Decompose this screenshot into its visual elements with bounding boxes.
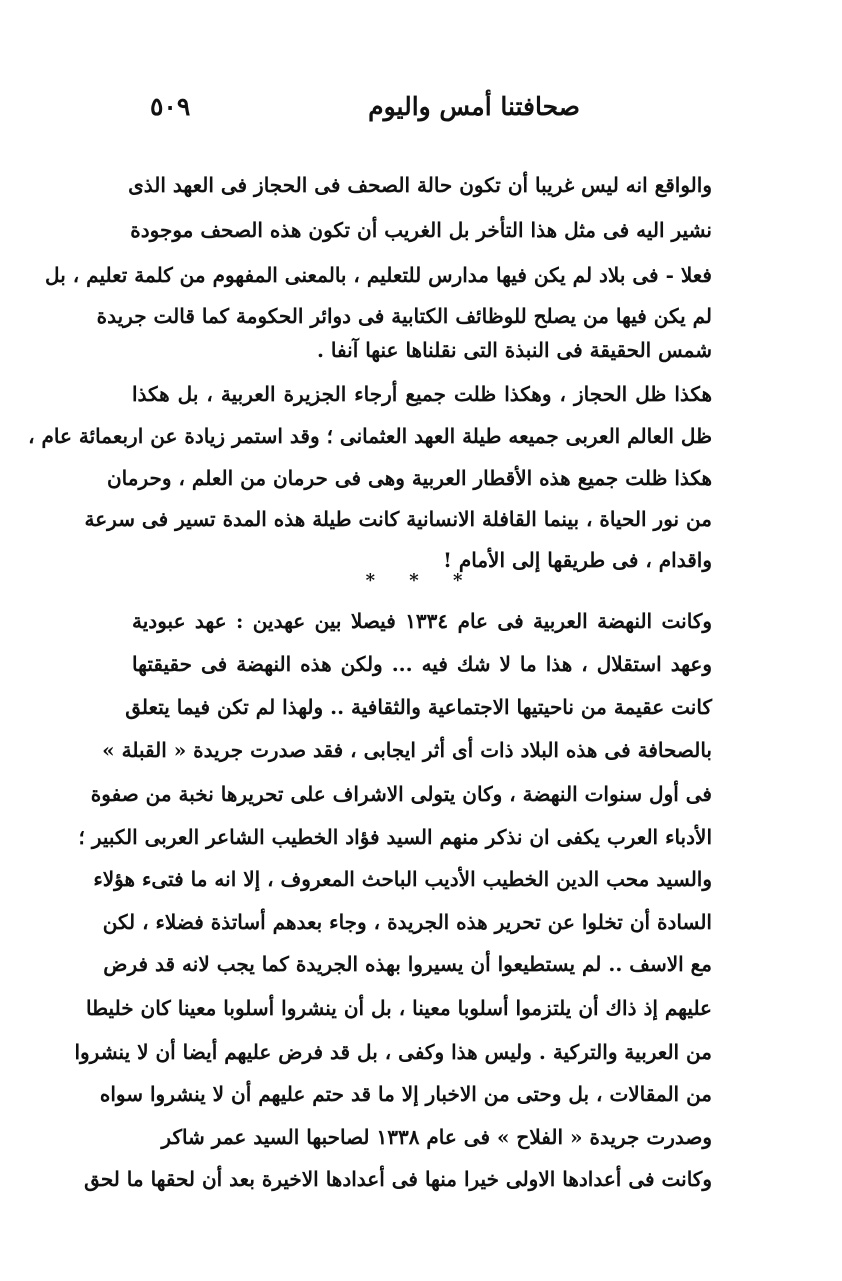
text-line: هكذا ظلت جميع هذه الأقطار العربية وهى فى حرمان من العلم ، وحرمان	[106, 466, 712, 490]
text-line: وكانت النهضة العربية فى عام ١٣٣٤ فيصلا بين عهدين : عهد عبودية	[132, 609, 712, 633]
text-line: وكانت فى أعدادها الاولى خيرا منها فى أعدادها الاخيرة بعد أن لحقها ما لحق	[84, 1167, 712, 1191]
page-header	[150, 92, 720, 132]
text-line: كانت عقيمة من ناحيتيها الاجتماعية والثقافية .. ولهذا لم تكن فيما يتعلق	[125, 695, 712, 719]
text-line: شمس الحقيقة فى النبذة التى نقلناها عنها آنفا .	[316, 338, 712, 362]
text-line: من العربية والتركية . وليس هذا وكفى ، بل قد فرض عليهم أيضا أن لا ينشروا	[74, 1040, 712, 1064]
text-line: والواقع انه ليس غريبا أن تكون حالة الصحف فى الحجاز فى العهد الذى	[128, 173, 712, 197]
page-number: ٥٠٩	[150, 92, 191, 121]
text-line: لم يكن فيها من يصلح للوظائف الكتابية فى دوائر الحكومة كما قالت جريدة	[96, 304, 712, 328]
text-line: عليهم إذ ذاك أن يلتزموا أسلوبا معينا ، بل أن ينشروا أسلوبا معينا كان خليطا	[86, 996, 712, 1020]
text-line: ظل العالم العربى جميعه طيلة العهد العثمانى ؛ وقد استمر زيادة عن اربعمائة عام ،	[28, 424, 712, 448]
section-separator: * * *	[365, 570, 477, 591]
text-line: فعلا - فى بلاد لم يكن فيها مدارس للتعليم ، بالمعنى المفهوم من كلمة تعليم ، بل	[45, 263, 712, 287]
text-line: من نور الحياة ، بينما القافلة الانسانية كانت طيلة هذه المدة تسير فى سرعة	[84, 507, 712, 531]
text-line: والسيد محب الدين الخطيب الأديب الباحث المعروف ، إلا انه ما فتىء هؤلاء	[93, 867, 712, 891]
text-line: وصدرت جريدة « الفلاح » فى عام ١٣٣٨ لصاحبها السيد عمر شاكر	[161, 1125, 712, 1149]
text-line: هكذا ظل الحجاز ، وهكذا ظلت جميع أرجاء الجزيرة العربية ، بل هكذا	[132, 382, 712, 406]
text-line: مع الاسف .. لم يستطيعوا أن يسيروا بهذه الجريدة كما يجب لانه قد فرض	[103, 952, 712, 976]
text-line: السادة أن تخلوا عن تحرير هذه الجريدة ، وجاء بعدهم أساتذة فضلاء ، لكن	[102, 910, 712, 934]
text-line: بالصحافة فى هذه البلاد ذات أى أثر ايجابى ، فقد صدرت جريدة « القبلة »	[102, 738, 712, 762]
text-line: واقدام ، فى طريقها إلى الأمام !	[443, 548, 712, 572]
text-line: وعهد استقلال ، هذا ما لا شك فيه ... ولكن هذه النهضة فى حقيقتها	[132, 652, 712, 676]
text-line: نشير اليه فى مثل هذا التأخر بل الغريب أن تكون هذه الصحف موجودة	[130, 218, 712, 242]
running-title: صحافتنا أمس واليوم	[368, 92, 580, 121]
text-line: الأدباء العرب يكفى ان نذكر منهم السيد فؤاد الخطيب الشاعر العربى الكبير ؛	[78, 825, 712, 849]
text-line: فى أول سنوات النهضة ، وكان يتولى الاشراف على تحريرها نخبة من صفوة	[90, 782, 712, 806]
text-line: من المقالات ، بل وحتى من الاخبار إلا ما قد حتم عليهم أن لا ينشروا سواه	[99, 1082, 712, 1106]
